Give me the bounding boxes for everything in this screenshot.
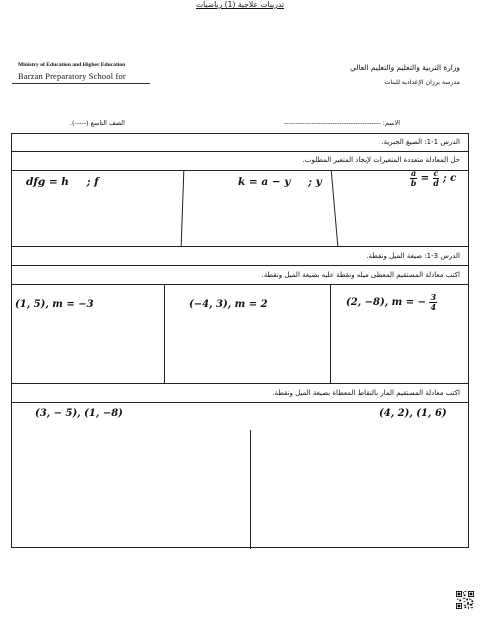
lesson-2-instruction: اكتب معادلة المستقيم المعطى ميله ونقطة عليه بصيغة الميل ونقطة. [261, 271, 460, 279]
lesson-1-title: الدرس 1-1: الصيغ الجبرية. [381, 138, 460, 146]
worksheet-table [11, 133, 469, 548]
school-name-en: Barzan Preparatory School for [18, 72, 126, 81]
page-title: تدريبات علاجية (1) رياضيات [195, 0, 285, 9]
student-name-label: الاسم: ------------------------------------------ [283, 119, 400, 127]
problem-two-points-2: (4, 2), (1, 6) [379, 408, 447, 419]
problem-two-points-1: (3, − 5), (1, −8) [35, 408, 123, 419]
problem-point-slope-1: (1, 5), m = −3 [15, 299, 94, 310]
lesson-2-title: الدرس 3-1: صيغة الميل ونقطة. [366, 252, 460, 260]
ministry-name-ar: وزارة التربية والتعليم والتعليم العالي [350, 63, 460, 72]
qr-code-icon [456, 591, 474, 609]
ministry-name-en: Ministry of Education and Higher Education [18, 62, 126, 68]
lesson-1-instruction: حل المعادلة متعددة المتغيرات لإيجاد المتغير المطلوب. [302, 156, 460, 164]
school-name-ar: مدرسة برزان الإعدادية للبنات [384, 79, 460, 86]
problem-point-slope-2: (−4, 3), m = 2 [189, 299, 268, 310]
problem-point-slope-3: (2, −8), m = − $\frac{3}{4}$ [346, 292, 437, 312]
equation-dfg: dfg = h ; f [26, 176, 99, 188]
lesson-3-instruction: اكتب معادلة المستقيم المار بالنقاط المعطاة بصيغة الميل ونقطة. [272, 389, 460, 397]
header-divider [12, 83, 150, 84]
grade-label: الصف التاسع (-----). [70, 119, 125, 127]
equation-k: k = a − y ; y [238, 176, 322, 188]
equation-proportion: $\frac{a}{b}$ = $\frac{c}{d}$ ; c [410, 168, 457, 188]
